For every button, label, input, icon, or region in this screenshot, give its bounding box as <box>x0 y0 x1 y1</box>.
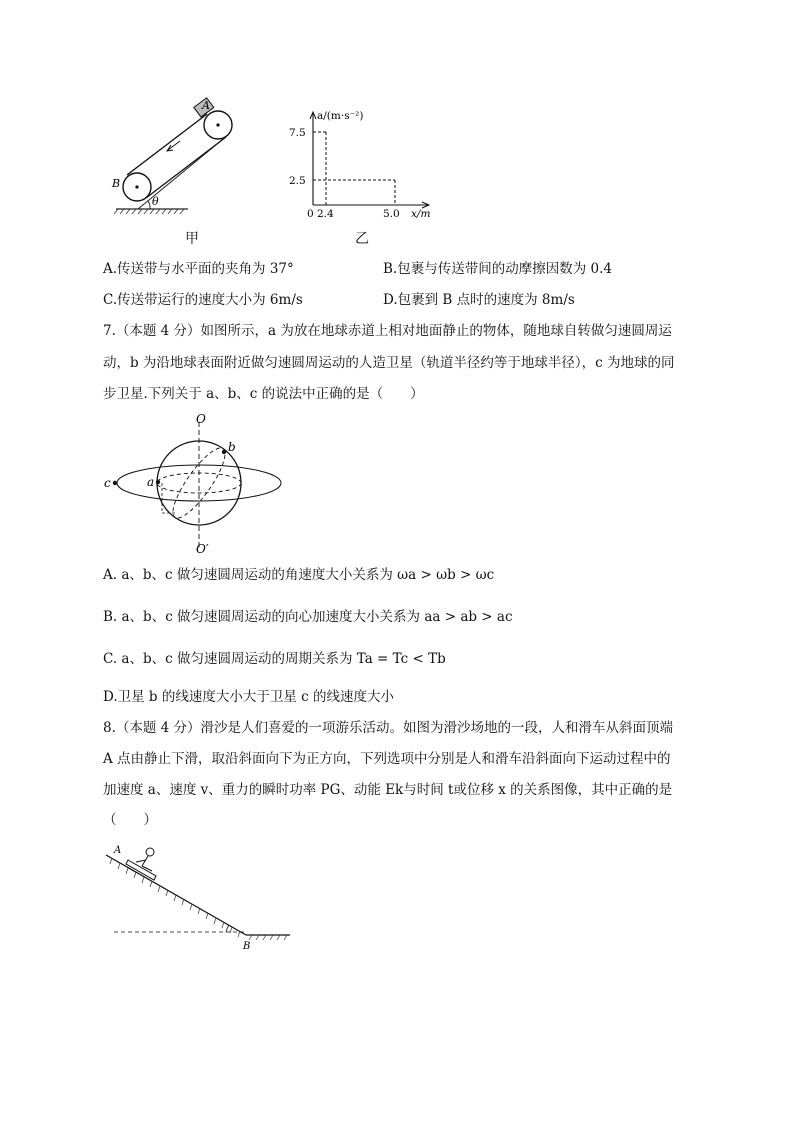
sand-slide-figure <box>98 838 298 953</box>
label-c: c <box>104 476 111 490</box>
q7-stem-line-1: 7.（本题 4 分）如图所示，a 为放在地球赤道上相对地面静止的物体，随地球自转做匀速圆周运 <box>103 323 672 339</box>
y-tick-7-5: 7.5 <box>289 127 306 139</box>
conveyor-belt-figure <box>108 95 248 220</box>
x-tick-2-4: 2.4 <box>317 208 334 220</box>
label-b: B <box>112 177 121 190</box>
figure-caption-jia: 甲 <box>185 231 199 247</box>
q7-option-b: B. a、b、c 做匀速圆周运动的向心加速度大小关系为 aa > ab > ac <box>103 609 513 625</box>
q7-option-a: A. a、b、c 做匀速圆周运动的角速度大小关系为 ωa > ωb > ωc <box>103 567 495 583</box>
q6-option-c: C.传送带运行的速度大小为 6m/s <box>103 292 303 308</box>
q7-option-c: C. a、b、c 做匀速圆周运动的周期关系为 Ta = Tc < Tb <box>103 651 446 667</box>
label-o-prime: O′ <box>196 542 209 555</box>
q8-stem-line-1: 8.（本题 4 分）滑沙是人们喜爱的一项游乐活动。如图为滑沙场地的一段，人和滑车从斜面顶端 <box>103 720 674 736</box>
label-b: b <box>228 440 236 454</box>
earth-orbit-figure <box>100 410 290 555</box>
label-b: B <box>243 941 251 952</box>
q8-stem-line-3: 加速度 a、速度 v、重力的瞬时功率 PG、动能 Ek与时间 t或位移 x 的关系图像，其中正确的是 <box>103 782 673 798</box>
x-tick-5-0: 5.0 <box>383 208 400 220</box>
label-a: a <box>147 475 155 489</box>
figure-caption-yi: 乙 <box>355 231 369 247</box>
q6-option-b: B.包裹与传送带间的动摩擦因数为 0.4 <box>383 261 612 277</box>
q6-option-d: D.包裹到 B 点时的速度为 8m/s <box>383 292 575 308</box>
acceleration-displacement-graph <box>283 105 443 220</box>
label-o: O <box>196 412 206 426</box>
y-tick-2-5: 2.5 <box>289 175 306 187</box>
graph-ylabel: a/(m·s⁻²) <box>317 110 364 122</box>
q6-option-a: A.传送带与水平面的夹角为 37° <box>103 261 294 277</box>
label-a: A <box>114 845 122 856</box>
q8-stem-line-4: （ ） <box>103 812 157 828</box>
q7-stem-line-3: 步卫星.下列关于 a、b、c 的说法中正确的是（ ） <box>103 386 424 402</box>
graph-xlabel: x/m <box>411 208 431 220</box>
x-tick-0: 0 <box>307 208 314 220</box>
label-theta: θ <box>152 195 159 208</box>
q7-stem-line-2: 动，b 为沿地球表面附近做匀速圆周运动的人造卫星（轨道半径约等于地球半径），c 为地球的同 <box>103 355 675 371</box>
q8-stem-line-2: A 点由静止下滑，取沿斜面向下为正方向，下列选项中分别是人和滑车沿斜面向下运动过程中的 <box>103 751 671 767</box>
label-a: A <box>202 99 210 112</box>
q7-option-d: D.卫星 b 的线速度大小大于卫星 c 的线速度大小 <box>103 689 395 705</box>
